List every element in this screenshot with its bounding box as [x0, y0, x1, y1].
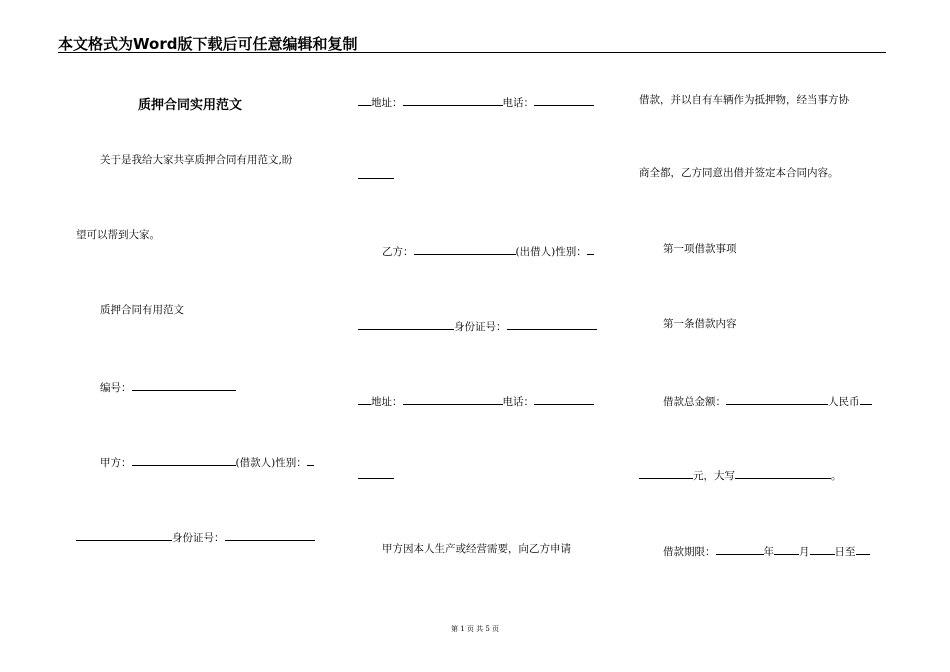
party-a-id-blank	[225, 529, 315, 541]
party-b-line	[382, 243, 594, 259]
document-title: 质押合同实用范文	[137, 98, 242, 113]
party-a-role: (借款人)性别：	[235, 457, 307, 469]
address-continuation-line	[358, 167, 394, 183]
month-label: 月	[799, 546, 810, 558]
loan-purpose-paragraph: 甲方因本人生产或经营需要，向乙方申请	[382, 543, 571, 555]
loan-period-label: 借款期限：	[663, 546, 716, 558]
amount-figure-blank	[639, 467, 693, 479]
party-b-id-blank	[507, 318, 597, 330]
address-prefix-blank-2	[358, 393, 371, 405]
party-b-id-line	[358, 318, 597, 334]
phone-label-2: 电话：	[502, 396, 534, 408]
address-label-2: 地址：	[371, 396, 403, 408]
party-b-name-blank	[414, 243, 516, 255]
day-to-label: 日至	[834, 546, 856, 558]
address-label: 地址：	[371, 97, 403, 109]
party-a-id-label: 身份证号：	[172, 532, 225, 544]
address-continuation-blank	[358, 167, 394, 179]
contract-number-line	[100, 379, 236, 395]
header-rule	[58, 52, 886, 53]
rmb-blank	[860, 393, 872, 405]
party-a-label: 甲方：	[100, 457, 132, 469]
loan-paragraph-line1: 借款，并以自有车辆作为抵押物，经当事方协	[639, 94, 849, 106]
intro-paragraph-line1: 关于是我给大家共享质押合同有用范文,盼	[100, 154, 293, 166]
section-heading: 第一项借款事项	[663, 243, 737, 255]
address-blank	[403, 94, 503, 106]
start-year-blank	[716, 543, 764, 555]
party-a-id-line	[76, 529, 315, 545]
start-month-blank	[774, 543, 799, 555]
clause-heading: 第一条借款内容	[663, 318, 737, 330]
loan-paragraph-line2: 商全都，乙方同意出借并签定本合同内容。	[639, 167, 839, 179]
rmb-label: 人民币	[828, 396, 860, 408]
party-b-role: (出借人)性别：	[515, 246, 587, 258]
number-label: 编号：	[100, 382, 132, 394]
address-continuation-blank-2	[358, 467, 394, 479]
amount-end-mark: 。	[831, 470, 842, 482]
yuan-label: 元，大写	[693, 470, 735, 482]
party-b-address-line	[358, 393, 594, 409]
party-b-id-label: 身份证号：	[454, 321, 507, 333]
loan-amount-label: 借款总金额：	[663, 396, 726, 408]
number-blank	[132, 379, 236, 391]
party-a-gender-blank	[307, 454, 314, 466]
end-blank	[856, 543, 870, 555]
address-prefix-blank	[358, 94, 371, 106]
party-b-id-blank-left	[358, 318, 454, 330]
phone-label: 电话：	[502, 97, 534, 109]
loan-period-line	[663, 543, 870, 559]
document-banner: 本文格式为Word版下载后可任意编辑和复制	[58, 35, 358, 53]
phone-blank	[534, 94, 594, 106]
loan-amount-blank	[726, 393, 828, 405]
address-continuation-line-2	[358, 467, 394, 483]
page-footer: 第 1 页 共 5 页	[450, 625, 500, 633]
amount-words-blank	[735, 467, 831, 479]
address-blank-2	[403, 393, 503, 405]
party-b-label: 乙方：	[382, 246, 414, 258]
party-a-id-blank-left	[76, 529, 172, 541]
amount-words-line	[639, 467, 842, 483]
start-day-blank	[810, 543, 835, 555]
party-b-gender-blank	[587, 243, 594, 255]
intro-paragraph-line2: 望可以帮到大家。	[76, 229, 160, 241]
subtitle-text: 质押合同有用范文	[100, 304, 184, 316]
phone-blank-2	[534, 393, 594, 405]
year-label: 年	[763, 546, 774, 558]
party-a-name-blank	[132, 454, 236, 466]
loan-amount-line	[663, 393, 872, 409]
party-a-line	[100, 454, 314, 470]
party-a-address-line	[358, 94, 594, 110]
